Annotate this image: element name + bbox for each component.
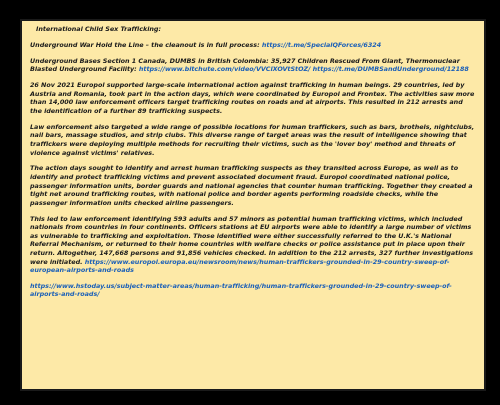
paragraph-text: The action days sought to identify and arrest human trafficking suspects as they transited across Europe, as well as to identify and protect trafficking victims and prevent associated document fraud. Europol coordinated national police, passenger information units, border guards and national agencies that counter human trafficking. Together they created a tight net around trafficking routes, with national police and border agents performing roadside checks, while the passenger information units checked airline passengers. bbox=[30, 164, 473, 207]
telegram-special-forces-link[interactable]: https://t.me/SpecialQForces/6324 bbox=[261, 41, 382, 50]
paragraph-text: 26 Nov 2021 Europol supported large-scale international action against trafficking in human beings. 29 countries, led by Austria and Romania, took part in the action days, which were coordinated by Europol and Frontex. The activities saw more than 14,000 law enforcement officers target trafficking routes on roads and at airports. This resulted in 212 arrests and the identification of a further 89 trafficking suspects. bbox=[30, 81, 475, 116]
paragraph-text: This led to law enforcement identifying 593 adults and 57 minors as potential human trafficking victims, which included nationals from countries in four continents. Officers stations at EU airports were able to identify a large number of victims as vulnerable to trafficking and exploitation. Those identified were either successfully referred to the U.K.'s National Referral Mechanism, or returned to their home countries with welfare checks or police assistance put in place upon their return. Altogether, 147,668 persons and 91,856 vehicles checked. In addition to the 212 arrests, 327 further investigations were initiated. bbox=[30, 214, 474, 266]
paragraph-target-locations bbox=[30, 123, 476, 157]
document-card bbox=[20, 19, 486, 391]
title-text: International Child Sex Trafficking: bbox=[36, 25, 162, 33]
paragraph-victims-identified bbox=[30, 215, 476, 275]
paragraph-text: Law enforcement also targeted a wide range of possible locations for human traffickers, such as bars, brothels, nightclubs, nail bars, massage studios, and strip clubs. This diverse range of target areas was the result of intelligence showing that traffickers were deploying multiple methods for recruiting their victims, such as the 'lover boy' method and threats of violence against victims' relatives. bbox=[30, 122, 475, 157]
paragraph-underground-war bbox=[30, 41, 476, 50]
paragraph-text: Underground War Hold the Line – the cleanout is in full process: bbox=[30, 41, 262, 50]
paragraph-action-days bbox=[30, 164, 476, 207]
paragraph-europol-action bbox=[30, 81, 476, 115]
document-title bbox=[36, 25, 476, 34]
paragraph-text: Underground Bases Section 1 Canada, DUMBS in British Colombia: 35,927 Children Rescued From Giant, Thermonuclear Blasted Underground Facility: bbox=[30, 56, 460, 74]
paragraph-underground-bases bbox=[30, 57, 476, 74]
europol-news-link[interactable]: https://www.europol.europa.eu/newsroom/news/human-traffickers-grounded-in-29-country-sweep-of-european-airports-and-roads bbox=[30, 257, 450, 275]
paragraph-hstoday-link bbox=[30, 282, 476, 299]
hstoday-article-link[interactable]: https://www.hstoday.us/subject-matter-areas/human-trafficking/human-traffickers-grounded-in-29-country-sweep-of-airports-and-roads/ bbox=[30, 281, 452, 299]
bitchute-video-link[interactable]: https://www.bitchute.com/video/VVClXOVtStOZ/ https://t.me/DUMBSandUnderground/12188 bbox=[138, 65, 469, 74]
